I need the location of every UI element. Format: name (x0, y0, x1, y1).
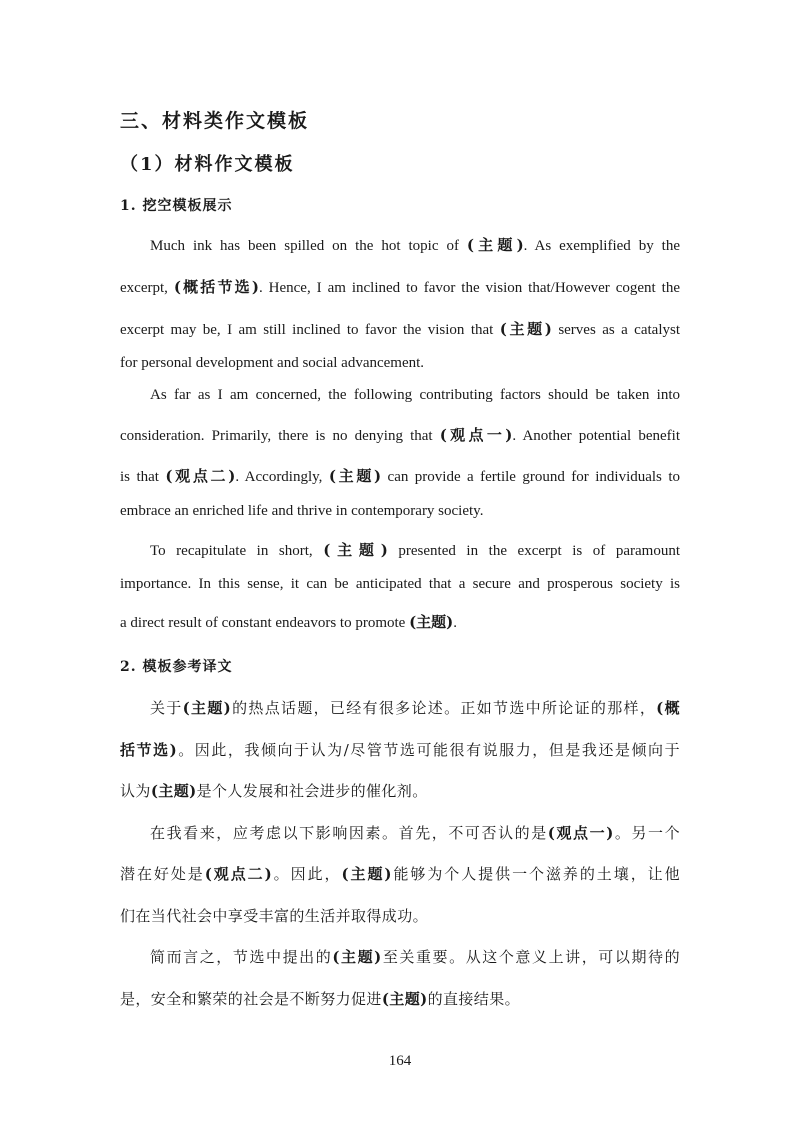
english-line: for personal development and social advancement. (120, 355, 425, 371)
chinese-line: 括节选)。因此，我倾向于认为/尽管节选可能很有说服力，但是我还是倾向于 (120, 741, 680, 759)
placeholder-topic: (主题) (323, 541, 388, 559)
english-line: Much ink has been spilled on the hot topic of (主题). As exemplified by the (150, 236, 680, 254)
placeholder-point-two: (观点二) (204, 865, 273, 883)
placeholder-point-one: (观点一) (547, 824, 614, 842)
english-line: embrace an enriched life and thrive in contemporary society. (120, 503, 484, 519)
part2-heading: 2. 模板参考译文 (120, 659, 233, 675)
placeholder-summary: 括节选) (120, 741, 178, 759)
section-heading: 三、材料类作文模板 (120, 110, 310, 132)
placeholder-summary: (概括节选) (173, 278, 259, 296)
english-line: consideration. Primarily, there is no denying that (观点一). Another potential benefit (120, 426, 680, 444)
placeholder-topic: (主题) (332, 948, 382, 966)
placeholder-topic: (主题) (409, 613, 454, 631)
placeholder-point-one: (观点一) (439, 426, 513, 444)
english-line: importance. In this sense, it can be anticipated that a secure and prosperous society is (120, 576, 680, 592)
english-line: excerpt, (概括节选). Hence, I am inclined to favor the vision that/However cogent the (120, 278, 680, 296)
chinese-line: 认为(主题)是个人发展和社会进步的催化剂。 (120, 782, 428, 800)
chinese-line: 是，安全和繁荣的社会是不断努力促进(主题)的直接结果。 (120, 990, 521, 1008)
placeholder-topic: (主题) (341, 865, 392, 883)
placeholder-topic: (主题) (381, 990, 428, 1008)
placeholder-summary: (概 (656, 699, 680, 717)
subsection-heading: （1）材料作文模板 (120, 154, 295, 175)
placeholder-topic: (主题) (499, 320, 552, 338)
english-line: a direct result of constant endeavors to promote (主题). (120, 613, 458, 631)
english-line: To recapitulate in short, (主题) presented in the excerpt is of paramount (150, 541, 680, 559)
placeholder-point-two: (观点二) (165, 467, 236, 485)
placeholder-topic: (主题) (150, 782, 197, 800)
chinese-line: 们在当代社会中享受丰富的生活并取得成功。 (120, 907, 429, 925)
english-line: is that (观点二). Accordingly, (主题) can provide a fertile ground for individuals to (120, 467, 680, 485)
placeholder-topic: (主题) (466, 236, 524, 254)
page-number: 164 (388, 1053, 412, 1069)
english-line: As far as I am concerned, the following contributing factors should be taken into (150, 387, 680, 403)
chinese-line: 在我看来，应考虑以下影响因素。首先，不可否认的是(观点一)。另一个 (150, 824, 681, 842)
chinese-line: 潜在好处是(观点二)。因此，(主题)能够为个人提供一个滋养的土壤，让他 (120, 865, 680, 883)
english-line: excerpt may be, I am still inclined to favor the vision that (主题) serves as a catalyst (120, 320, 680, 338)
placeholder-topic: (主题) (182, 699, 232, 717)
chinese-line: 关于(主题)的热点话题，已经有很多论述。正如节选中所论证的那样，(概 (150, 699, 680, 717)
placeholder-topic: (主题) (328, 467, 382, 485)
part1-heading: 1. 挖空模板展示 (120, 198, 233, 214)
chinese-line: 简而言之，节选中提出的(主题)至关重要。从这个意义上讲，可以期待的 (150, 948, 681, 966)
